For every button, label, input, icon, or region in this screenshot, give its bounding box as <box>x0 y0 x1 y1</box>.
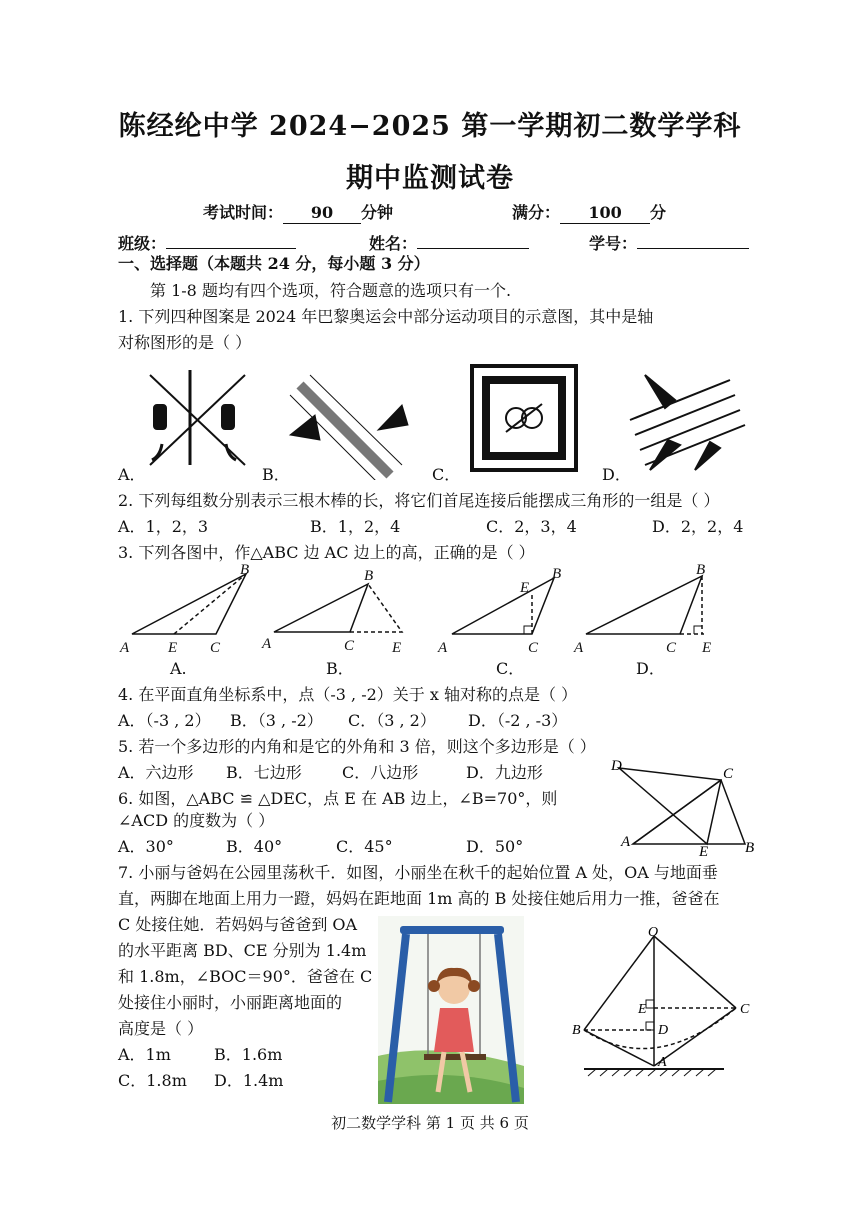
q4-text: 4. 在平面直角坐标系中，点（-3 , -2）关于 x 轴对称的点是（ ） <box>118 685 578 704</box>
q2-option-d[interactable]: D．2，2，4 <box>652 517 744 536</box>
svg-text:E: E <box>392 640 402 656</box>
svg-text:C: C <box>210 640 221 656</box>
q1-figure-d <box>630 375 745 470</box>
q3-figure-b <box>261 568 402 656</box>
q3-figures <box>110 560 730 660</box>
q4-option-b[interactable]: B．（3 , -2） <box>230 711 323 730</box>
section-note: 第 1-8 题均有四个选项，符合题意的选项只有一个. <box>150 281 512 300</box>
q6-option-b[interactable]: B．40° <box>226 837 283 856</box>
q6-option-d[interactable]: D．50° <box>466 837 524 856</box>
q7-text-line1: 7. 小丽与爸妈在公园里荡秋千．如图，小丽坐在秋千的起始位置 A 处，OA 与地面垂 <box>118 863 718 882</box>
exam-title-line1: 陈经纶中学 2024−2025 第一学期初二数学学科 <box>118 111 742 142</box>
q7-option-a[interactable]: A．1m <box>118 1045 171 1064</box>
q5-option-d[interactable]: D．九边形 <box>466 763 543 782</box>
q4-option-a[interactable]: A．（-3 , 2） <box>118 711 211 730</box>
svg-text:C: C <box>723 766 734 782</box>
svg-text:O: O <box>648 925 659 940</box>
score-value: 100 <box>560 203 650 224</box>
q7-figure <box>570 924 770 1084</box>
svg-text:B: B <box>240 562 250 578</box>
svg-text:C: C <box>344 638 355 654</box>
svg-text:D: D <box>611 758 622 774</box>
svg-text:A: A <box>120 640 130 656</box>
q3-figure-a <box>119 562 249 656</box>
q2-option-c[interactable]: C．2，3，4 <box>486 517 577 536</box>
q1-text-line2: 对称图形的是（ ） <box>118 333 252 352</box>
q6-option-c[interactable]: C．45° <box>336 837 393 856</box>
q7-option-b[interactable]: B．1.6m <box>214 1045 283 1064</box>
section-heading: 一、选择题（本题共 24 分，每小题 3 分） <box>118 254 430 273</box>
q1-option-d[interactable]: D． <box>602 465 631 484</box>
q7-text-line7: 高度是（ ） <box>118 1019 204 1038</box>
q3-option-c[interactable]: C． <box>496 659 525 678</box>
q3-figure-d <box>573 562 711 656</box>
svg-text:A: A <box>438 640 448 656</box>
q3-option-b[interactable]: B． <box>326 659 354 678</box>
svg-text:D: D <box>658 1023 669 1038</box>
q7-text-line3: C 处接住她．若妈妈与爸爸到 OA <box>118 915 358 934</box>
svg-text:E: E <box>699 844 709 856</box>
q7-text-line6: 处接住小丽时，小丽距离地面的 <box>118 993 343 1012</box>
q7-text-line4: 的水平距离 BD、CE 分别为 1.4m <box>118 941 367 960</box>
q6-text-line2: ∠ACD 的度数为（ ） <box>118 811 275 830</box>
svg-text:C: C <box>528 640 539 656</box>
q5-option-c[interactable]: C．八边形 <box>342 763 419 782</box>
swing-illustration <box>378 916 524 1104</box>
q1-figure-c <box>472 366 576 470</box>
q6-option-a[interactable]: A．30° <box>118 837 174 856</box>
q2-option-b[interactable]: B．1，2，4 <box>310 517 401 536</box>
name-blank[interactable] <box>417 228 529 249</box>
q6-figure <box>605 756 770 856</box>
exam-time-row <box>203 200 393 226</box>
q6-text-line1: 6. 如图，△ABC ≌ △DEC，点 E 在 AB 边上，∠B=70°，则 <box>118 789 558 808</box>
svg-text:C: C <box>666 640 677 656</box>
q1-option-b[interactable]: B． <box>262 465 290 484</box>
q4-option-c[interactable]: C．（3 , 2） <box>348 711 436 730</box>
time-value: 90 <box>283 203 361 224</box>
page-footer: 初二数学学科 第 1 页 共 6 页 <box>331 1114 529 1132</box>
svg-text:E: E <box>168 640 178 656</box>
name-label: 姓名： <box>369 234 418 253</box>
svg-text:C: C <box>740 1002 750 1017</box>
svg-text:E: E <box>638 1002 647 1017</box>
id-blank[interactable] <box>637 228 749 249</box>
svg-text:A: A <box>658 1055 667 1070</box>
q1-option-c[interactable]: C． <box>432 465 461 484</box>
svg-text:B: B <box>364 568 374 584</box>
full-score-row <box>512 200 666 226</box>
q5-option-b[interactable]: B．七边形 <box>226 763 302 782</box>
svg-text:A: A <box>574 640 584 656</box>
id-label: 学号： <box>589 234 638 253</box>
svg-text:A: A <box>621 834 631 850</box>
q7-text-line5: 和 1.8m，∠BOC＝90°．爸爸在 C <box>118 967 373 986</box>
time-unit: 分钟 <box>361 203 394 222</box>
q5-text: 5. 若一个多边形的内角和是它的外角和 3 倍，则这个多边形是（ ） <box>118 737 596 756</box>
q4-option-d[interactable]: D．（-2 , -3） <box>468 711 568 730</box>
svg-text:A: A <box>262 636 272 652</box>
q2-option-a[interactable]: A．1，2，3 <box>118 517 209 536</box>
score-label: 满分： <box>512 203 561 222</box>
q3-option-a[interactable]: A. <box>170 659 187 678</box>
class-label: 班级： <box>118 234 167 253</box>
class-blank[interactable] <box>166 228 296 249</box>
svg-text:E: E <box>520 580 530 596</box>
svg-text:B: B <box>552 566 562 582</box>
q1-figure-b <box>290 375 408 480</box>
q3-figure-c <box>437 566 561 656</box>
svg-text:B: B <box>745 840 755 856</box>
q5-option-a[interactable]: A．六边形 <box>118 763 194 782</box>
student-id-field[interactable] <box>589 228 749 257</box>
q7-option-c[interactable]: C．1.8m <box>118 1071 187 1090</box>
q2-text: 2. 下列每组数分别表示三根木棒的长，将它们首尾连接后能摆成三角形的一组是（ ） <box>118 491 720 510</box>
q1-figure-a <box>150 370 245 465</box>
exam-title-line2: 期中监测试卷 <box>346 163 514 194</box>
q7-text-line2: 直，两脚在地面上用力一蹬，妈妈在距地面 1m 高的 B 处接住她后用力一推，爸爸在 <box>118 889 720 908</box>
q1-text-line1: 1. 下列四种图案是 2024 年巴黎奥运会中部分运动项目的示意图，其中是轴 <box>118 307 654 326</box>
q1-option-a[interactable]: A． <box>118 465 146 484</box>
svg-text:E: E <box>702 640 712 656</box>
score-unit: 分 <box>650 203 667 222</box>
svg-text:B: B <box>696 562 706 578</box>
svg-text:B: B <box>572 1023 581 1038</box>
time-label: 考试时间： <box>203 203 284 222</box>
q3-option-d[interactable]: D． <box>636 659 665 678</box>
q3-text: 3. 下列各图中，作△ABC 边 AC 边上的高，正确的是（ ） <box>118 543 535 562</box>
q7-option-d[interactable]: D．1.4m <box>214 1071 284 1090</box>
